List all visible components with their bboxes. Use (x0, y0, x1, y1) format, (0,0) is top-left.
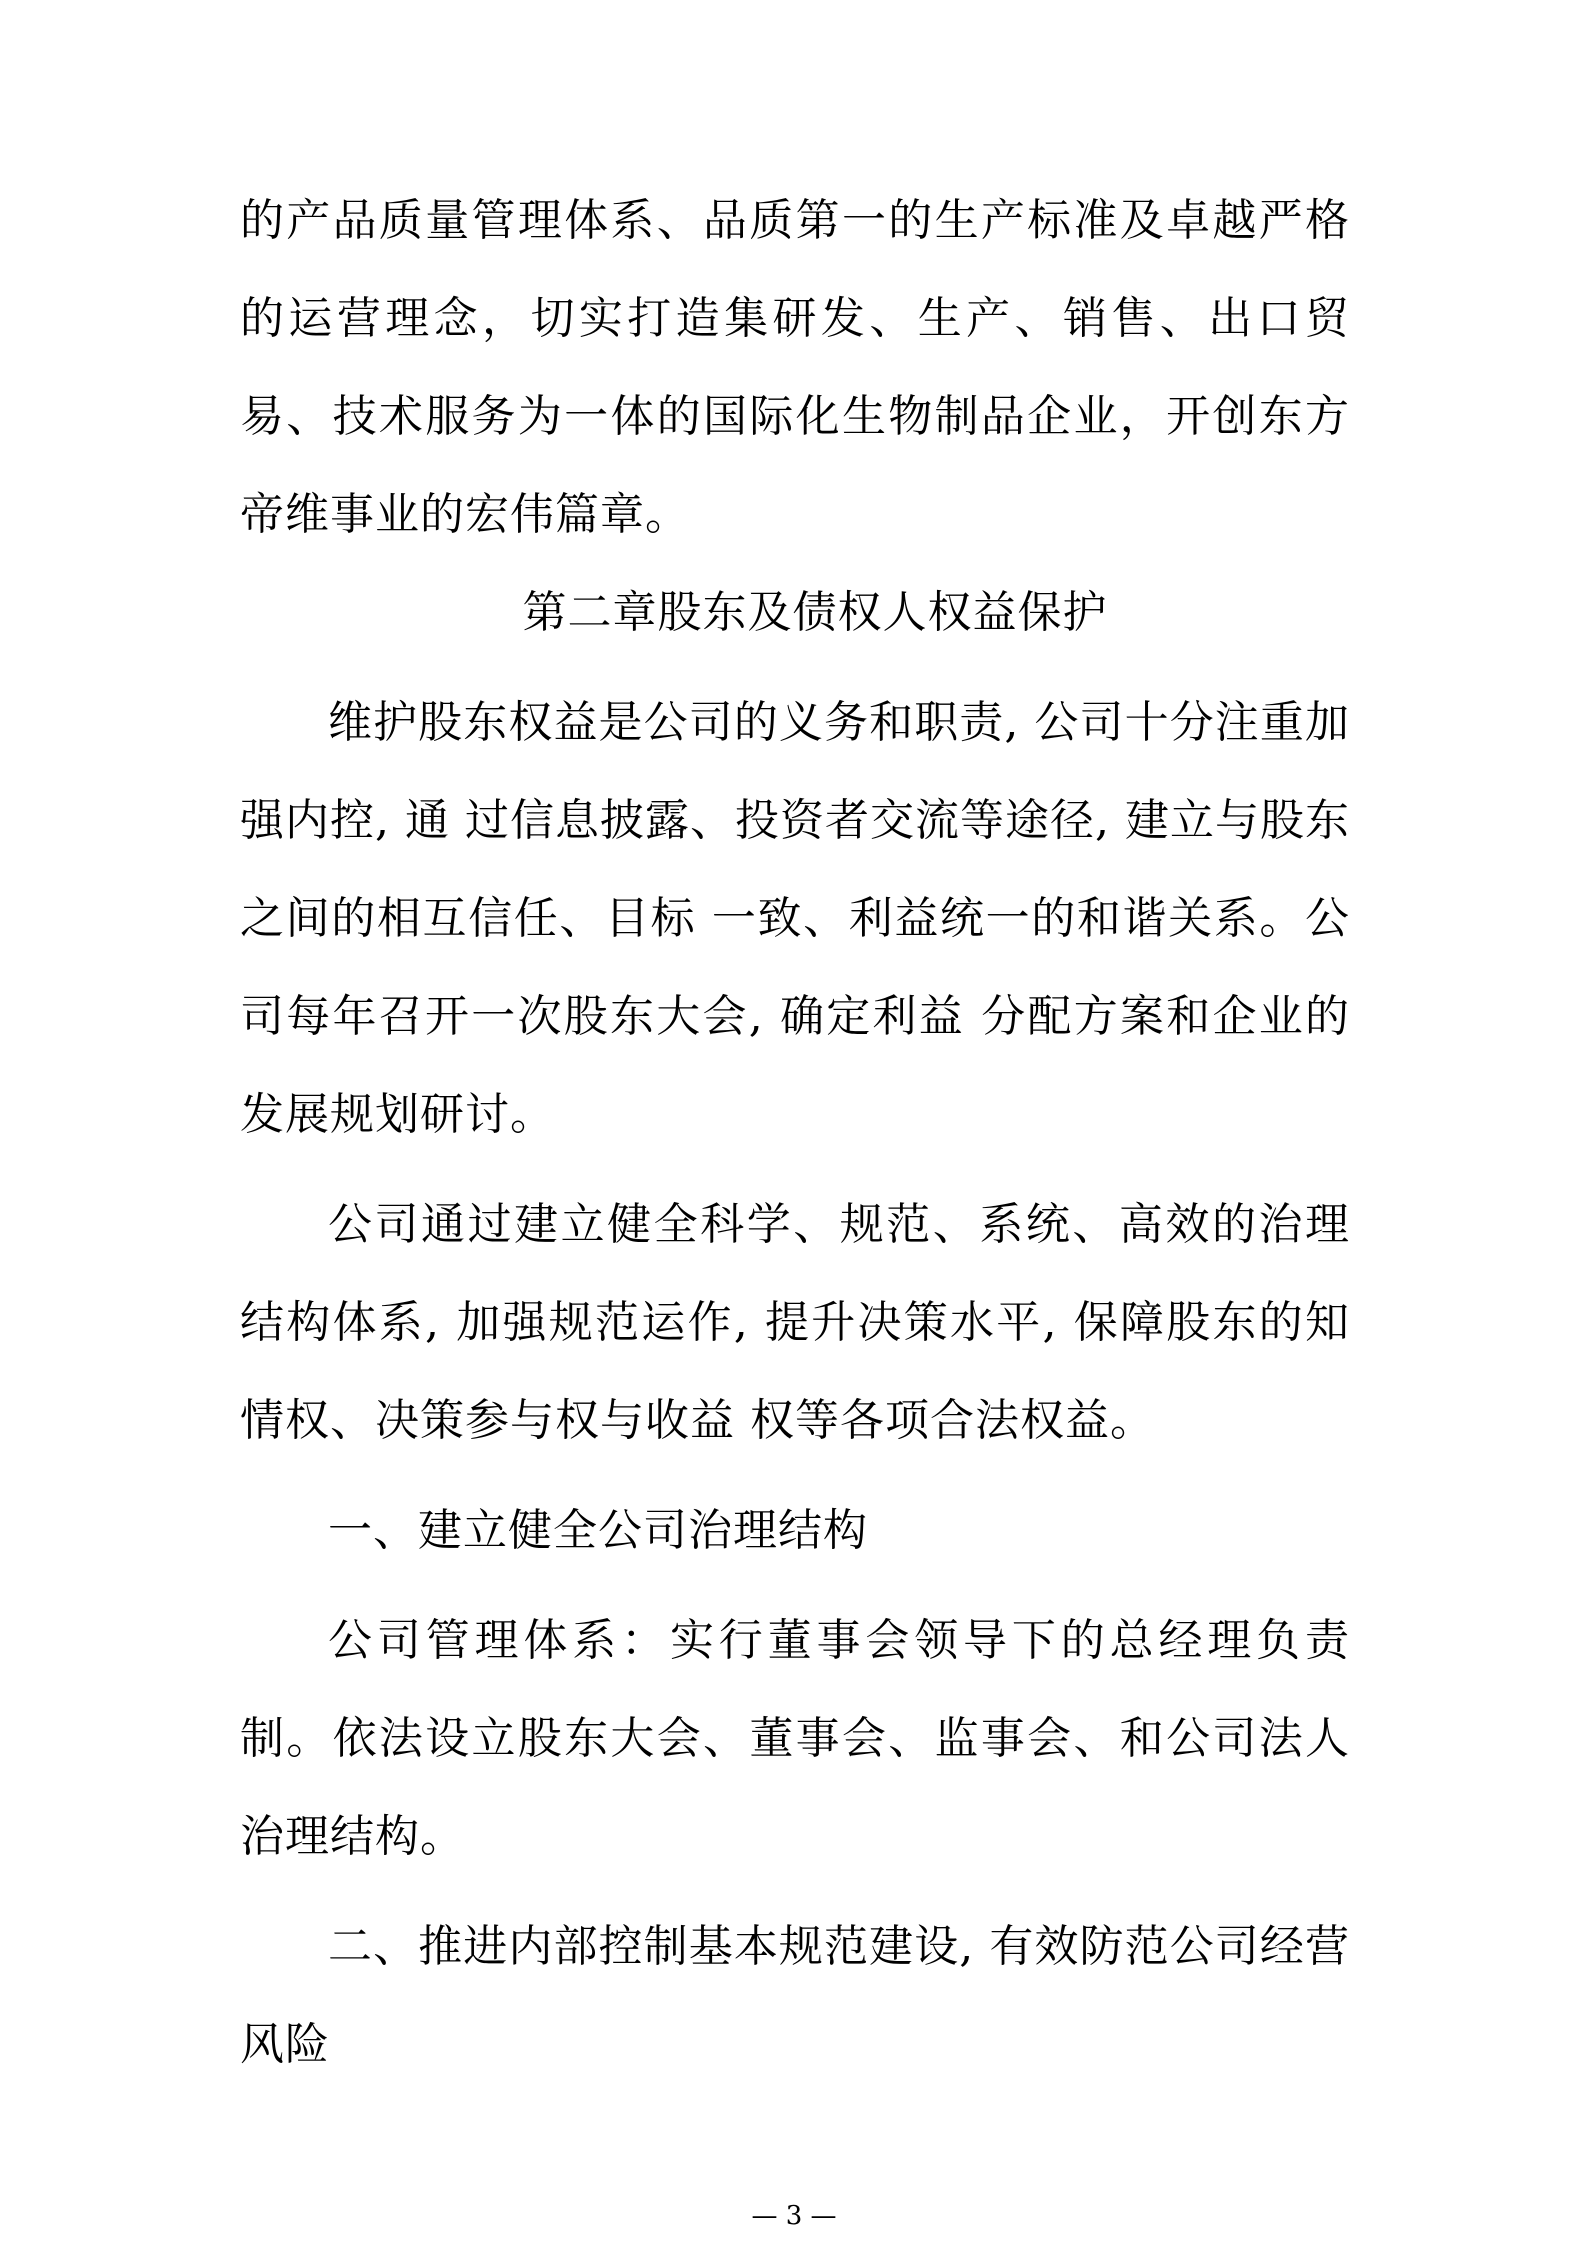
paragraph-governance-structure: 公司通过建立健全科学、规范、系统、高效的治理结构体系, 加强规范运作, 提升决策水平, 保障股东的知情权、决策参与权与收益 权等各项合法权益。 (240, 1199, 1350, 1446)
section-heading-2: 二、推进内部控制基本规范建设, 有效防范公司经营风险 (240, 1921, 1350, 2070)
page-body (240, 172, 1350, 2094)
chapter-heading: 第二章股东及债权人权益保护 (522, 587, 1108, 638)
page-number: — 3 — (751, 2201, 837, 2231)
paragraph-management-system: 公司管理体系：实行董事会领导下的总经理负责制。依法设立股东大会、董事会、监事会、和公司法人治理结构。 (240, 1615, 1350, 1862)
paragraph-shareholder-rights: 维护股东权益是公司的义务和职责, 公司十分注重加强内控, 通 过信息披露、投资者交流等途径, 建立与股东之间的相互信任、目标 一致、利益统一的和谐关系。公司每年召开一次股东大会, 确定利益 分配方案和企业的发展规划研讨。 (240, 697, 1350, 1140)
section-heading-1: 一、建立健全公司治理结构 (328, 1505, 868, 1556)
paragraph-continued: 的产品质量管理体系、品质第一的生产标准及卓越严格的运营理念，切实打造集研发、生产、销售、出口贸易、技术服务为一体的国际化生物制品企业，开创东方帝维事业的宏伟篇章。 (240, 195, 1350, 540)
